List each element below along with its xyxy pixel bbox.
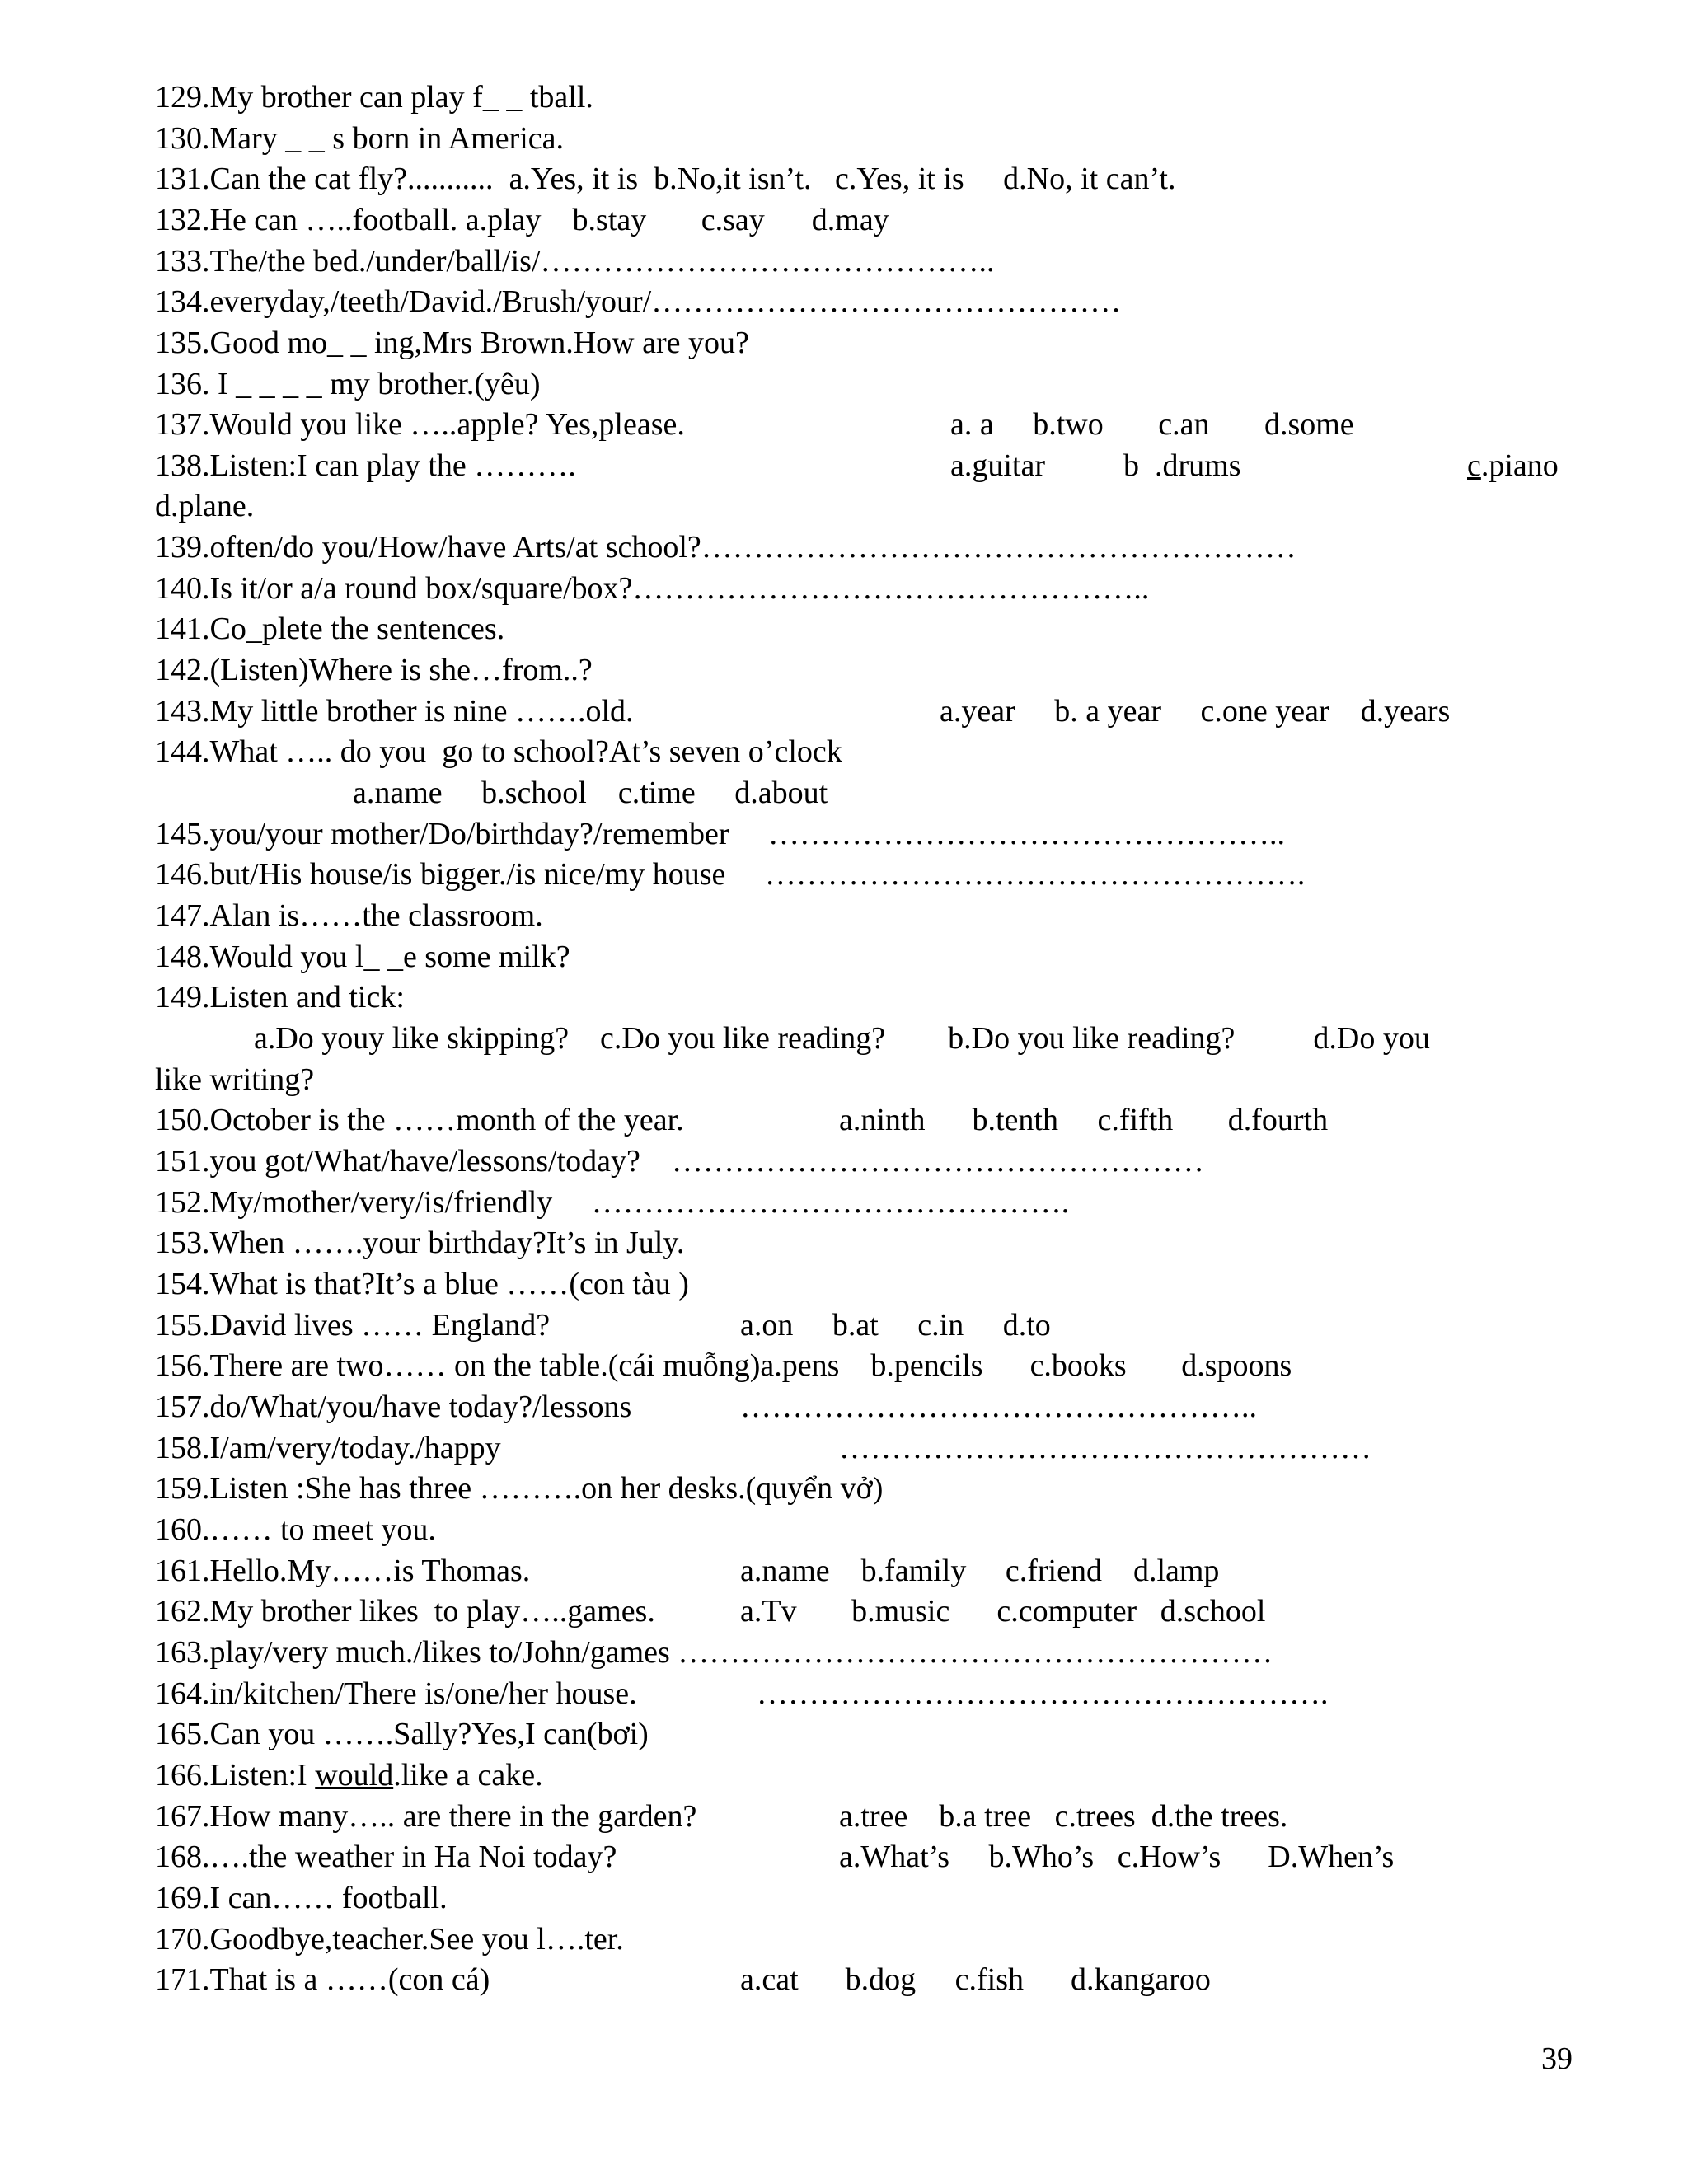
- question-166-end: .like a cake.: [393, 1758, 543, 1793]
- question-148: 148.Would you l_ _e some milk?: [155, 940, 570, 974]
- question-166-start: 166.Listen:I: [155, 1758, 316, 1793]
- question-154: 154.What is that?It’s a blue ……(con tàu ): [155, 1267, 689, 1301]
- question-151: 151.you got/What/have/lessons/today? ……………………………………………: [155, 1144, 1204, 1179]
- question-167-options: a.tree b.a tree c.trees d.the trees.: [839, 1799, 1288, 1834]
- question-155: 155.David lives …… England?: [155, 1308, 551, 1343]
- question-150-options: a.ninth b.tenth c.fifth d.fourth: [839, 1103, 1329, 1137]
- question-136: 136. I _ _ _ _ my brother.(yêu): [155, 367, 541, 401]
- question-162: 162.My brother likes to play…..games.: [155, 1594, 655, 1629]
- question-130: 130.Mary _ _ s born in America.: [155, 121, 565, 156]
- question-150: 150.October is the ……month of the year.: [155, 1103, 684, 1137]
- question-131: 131.Can the cat fly?........... a.Yes, it is b.No,it isn’t. c.Yes, it is d.No, it can’t.: [155, 162, 1176, 196]
- question-153: 153.When …….your birthday?It’s in July.: [155, 1226, 685, 1260]
- question-141: 141.Co_plete the sentences.: [155, 612, 505, 646]
- question-129: 129.My brother can play f_ _ tball.: [155, 80, 593, 115]
- underlined-word: would: [315, 1758, 394, 1793]
- question-144-options: a.name b.school c.time d.about: [353, 776, 828, 810]
- question-157: 157.do/What/you/have today?/lessons: [155, 1390, 632, 1424]
- question-146: 146.but/His house/is bigger./is nice/my house …………………………………………….: [155, 857, 1306, 892]
- question-166: [155, 1757, 543, 1793]
- question-167: 167.How many….. are there in the garden?: [155, 1799, 697, 1834]
- question-168-options: a.What’s b.Who’s c.How’s D.When’s: [839, 1840, 1395, 1874]
- question-159: 159.Listen :She has three ……….on her desks.(quyển vở): [155, 1471, 884, 1506]
- question-158: 158.I/am/very/today./happy: [155, 1431, 501, 1465]
- question-138-continuation: d.plane.: [155, 489, 255, 523]
- question-138: 138.Listen:I can play the ……….: [155, 448, 576, 483]
- question-164: 164.in/kitchen/There is/one/her house.: [155, 1676, 637, 1711]
- question-161: 161.Hello.My……is Thomas.: [155, 1554, 531, 1588]
- question-145: 145.you/your mother/Do/birthday?/remember …………………………………………..: [155, 817, 1285, 851]
- question-143-options: a.year b. a year c.one year d.years: [940, 694, 1451, 729]
- question-135: 135.Good mo_ _ ing,Mrs Brown.How are you?: [155, 326, 749, 360]
- question-149-options: a.Do youy like skipping? c.Do you like reading? b.Do you like reading? d.Do you: [254, 1021, 1430, 1056]
- question-160: 160.…… to meet you.: [155, 1512, 436, 1547]
- question-149: 149.Listen and tick:: [155, 980, 405, 1015]
- question-158-answer-line: ……………………………………………: [839, 1431, 1372, 1465]
- question-137: 137.Would you like …..apple? Yes,please.: [155, 407, 685, 442]
- question-143: 143.My little brother is nine …….old.: [155, 694, 634, 729]
- question-170: 170.Goodbye,teacher.See you l….ter.: [155, 1922, 624, 1957]
- question-144: 144.What ….. do you go to school?At’s seven o’clock: [155, 734, 842, 769]
- question-155-options: a.on b.at c.in d.to: [740, 1308, 1051, 1343]
- question-165: 165.Can you …….Sally?Yes,I can(bơi): [155, 1717, 649, 1751]
- page-number: 39: [1541, 2041, 1573, 2076]
- question-157-answer-line: …………………………………………..: [740, 1390, 1257, 1424]
- question-139: 139.often/do you/How/have Arts/at school?…………………………………………………: [155, 530, 1296, 565]
- question-156: 156.There are two…… on the table.(cái muỗng)a.pens b.pencils c.books d.spoons: [155, 1348, 1292, 1383]
- question-142: 142.(Listen)Where is she…from..?: [155, 653, 593, 687]
- question-138-option-c: [1467, 448, 1559, 484]
- option-c-letter: c: [1467, 448, 1481, 483]
- question-137-options: a. a b.two c.an d.some: [950, 407, 1354, 442]
- question-171-options: a.cat b.dog c.fish d.kangaroo: [740, 1962, 1211, 1997]
- option-c-text: .piano: [1480, 448, 1559, 483]
- question-152: 152.My/mother/very/is/friendly ……………………………………….: [155, 1185, 1070, 1220]
- question-163: 163.play/very much./likes to/John/games …………………………………………………: [155, 1635, 1273, 1670]
- question-133: 133.The/the bed./under/ball/is/……………………………………..: [155, 244, 995, 279]
- question-168: 168.….the weather in Ha Noi today?: [155, 1840, 617, 1874]
- question-149-continuation: like writing?: [155, 1062, 315, 1097]
- question-161-options: a.name b.family c.friend d.lamp: [740, 1554, 1220, 1588]
- question-132: 132.He can …..football. a.play b.stay c.say d.may: [155, 203, 889, 237]
- question-171: 171.That is a ……(con cá): [155, 1962, 490, 1997]
- question-147: 147.Alan is……the classroom.: [155, 898, 543, 933]
- question-140: 140.Is it/or a/a round box/square/box?…………………………………………..: [155, 571, 1150, 606]
- question-134: 134.everyday,/teeth/David./Brush/your/………………………………………: [155, 284, 1122, 319]
- question-162-options: a.Tv b.music c.computer d.school: [740, 1594, 1266, 1629]
- question-164-answer-line: ……………………………………………….: [757, 1676, 1329, 1711]
- question-138-options: a.guitar b .drums: [950, 448, 1241, 483]
- question-169: 169.I can…… football.: [155, 1881, 448, 1915]
